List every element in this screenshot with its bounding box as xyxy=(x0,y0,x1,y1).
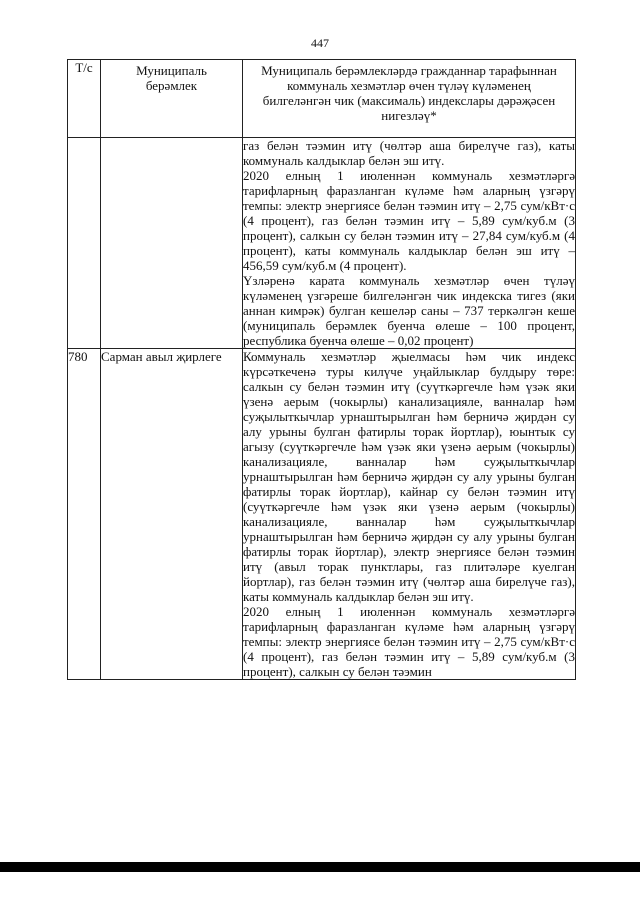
paragraph: 2020 елның 1 июленнән коммуналь хезмәтләргә тарифларның фаразланган күләме һәм аларның үзгәрү темпы: электр энергиясе белән тәэмин итү – 2,75 сум/кВт·с (4 процент), газ белән тәэмин итү – 5,89 сум/куб.м (3 процент), салкын су белән тәэмин итү – 27,84 сум/куб.м (4 процент), каты коммуналь калдыклар белән эш итү – 456,59 сум/куб.м (4 процент). xyxy=(243,168,575,273)
paragraph: 2020 елның 1 июленнән коммуналь хезмәтләргә тарифларның фаразланган күләме һәм аларның үзгәрү темпы: электр энергиясе белән тәэмин итү – 2,75 сум/кВт·с (4 процент), газ белән тәэмин итү – 5,89 сум/куб.м (3 процент), салкын су белән тәэмин xyxy=(243,604,575,679)
table-row xyxy=(68,138,576,349)
row-municipality xyxy=(101,138,243,349)
page-number: 447 xyxy=(311,36,329,50)
row-number: 780 xyxy=(68,349,101,680)
table-row xyxy=(68,349,576,680)
tariff-table xyxy=(67,59,576,680)
header-justification: Муниципаль берәмлекләрдә гражданнар тарафыннан коммуналь хезмәтләр өчен түләү күләменең билгеләнгән чик (максималь) индекслары дәрәҗәсен нигезләү* xyxy=(243,60,576,138)
header-municipality: Муниципаль берәмлек xyxy=(101,60,243,138)
paragraph: Үзләренә карата коммуналь хезмәтләр өчен түләү күләменең үзгәреше билгеләнгән чик индекска тигез (яки аннан кимрәк) булган кешеләр саны – 737 теркәлгән кеше (муниципаль берәмлек буенча өлеше – 100 процент, республика буенча өлеше – 0,02 процент) xyxy=(243,273,575,348)
scan-edge-bar xyxy=(0,862,640,872)
row-justification xyxy=(243,138,576,349)
row-justification xyxy=(243,349,576,680)
paragraph: газ белән тәэмин итү (чөлтәр аша бирелүче газ), каты коммуналь калдыклар белән эш итү. xyxy=(243,138,575,168)
row-number xyxy=(68,138,101,349)
table-header-row xyxy=(68,60,576,138)
row-municipality: Сарман авыл җирлеге xyxy=(101,349,243,680)
paragraph: Коммуналь хезмәтләр җыелмасы һәм чик индекс күрсәткеченә туры килүче уңайлыклар булдыру төре: салкын су белән тәэмин итү (суүткәргечле һәм үзәк яки үзенә аерым (чокырлы) канализацияле, ванналар һәм суҗылыткычлар урнаштырылган һәм берничә җирдән су алу урыны булган фатирлы торак йортлар), юынтык су агызу (суүткәргечле һәм үзәк яки үзенә аерым (чокырлы) канализацияле, ванналар һәм суҗылыткычлар урнаштырылган һәм берничә җирдән су алу урыны булган фатирлы торак йортлар), кайнар су белән тәэмин итү (суүткәргечле һәм үзәк яки үзенә аерым (чокырлы) канализацияле, ванналар һәм суҗылыткычлар урнаштырылган һәм берничә җирдән су алу урыны булган фатирлы торак йортлар), электр энергиясе белән тәэмин итү (авыл торак пунктлары, газ плитәләре куелган йортлар), газ белән тәэмин итү (чөлтәр аша бирелүче газ), каты коммуналь калдыклар белән эш итү. xyxy=(243,349,575,604)
header-number: Т/с xyxy=(68,60,101,138)
